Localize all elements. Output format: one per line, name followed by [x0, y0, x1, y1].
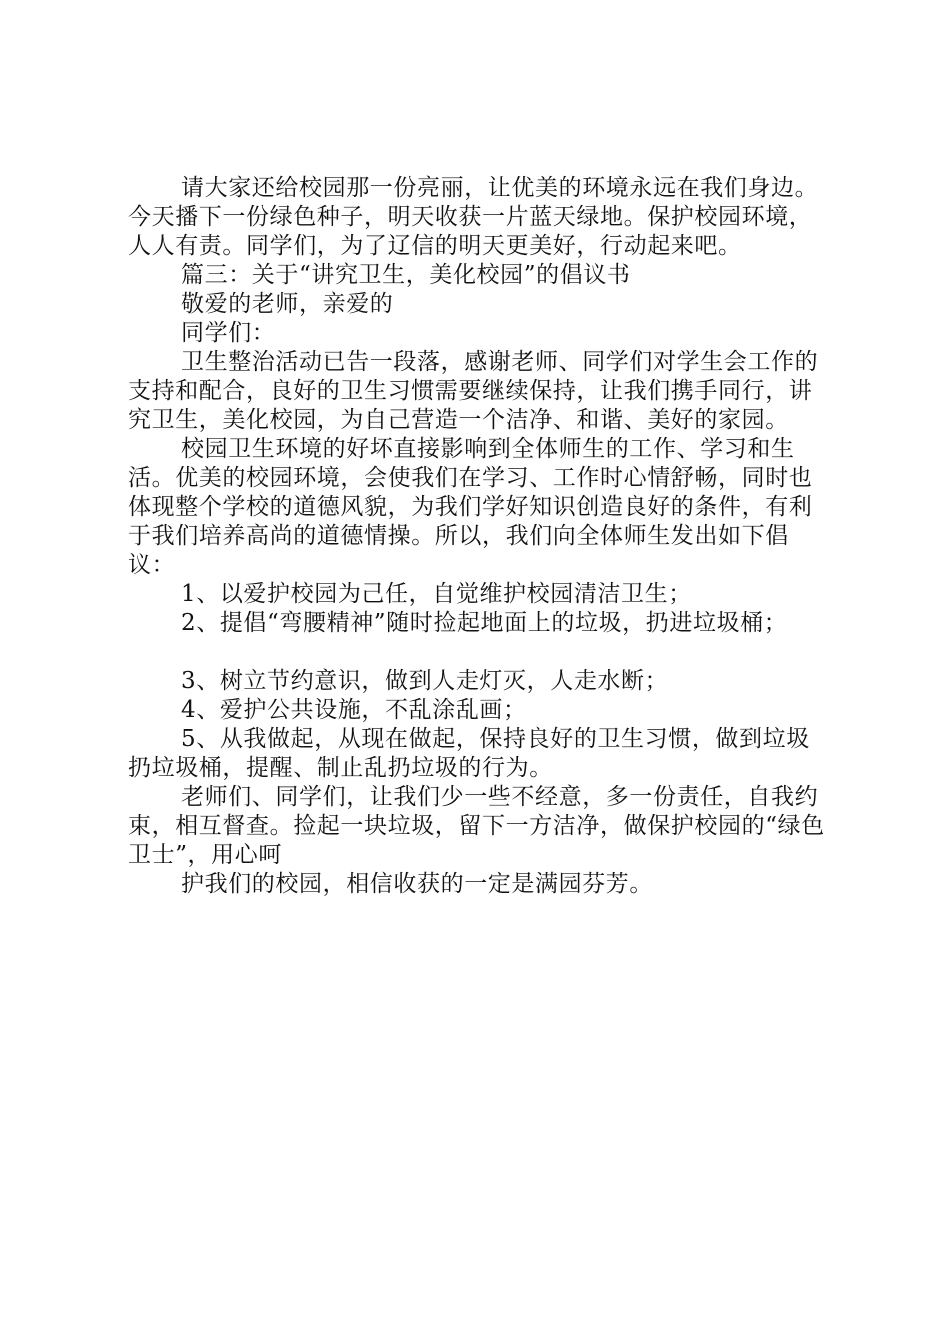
proposal-item-4: 4、爱护公共设施，不乱涂乱画；: [181, 697, 527, 723]
proposal-item-1: 1、以爱护校园为己任，自觉维护校园清洁卫生；: [181, 581, 692, 607]
paragraph-intro: 卫生整治活动已告一段落，感谢老师、同学们对学生会工作的支持和配合，良好的卫生习惯需要继续保持，让我们携手同行，讲究卫生，美化校园，为自己营造一个洁净、和谐、美好的家园。: [128, 349, 819, 433]
paragraph-environment: 校园卫生环境的好坏直接影响到全体师生的工作、学习和生活。优美的校园环境，会使我们在学习、工作时心情舒畅，同时也体现整个学校的道德风貌，为我们学好知识创造良好的条件，有利于我们培养高尚的道德情操。所以，我们向全体师生发出如下倡议：: [128, 436, 813, 578]
proposal-item-5: 5、从我做起，从现在做起，保持良好的卫生习惯，做到垃圾扔垃圾桶，提醒、制止乱扔垃圾的行为。: [128, 726, 810, 781]
document-body: [128, 174, 828, 899]
salutation-line-2: 同学们：: [181, 320, 276, 346]
paragraph-conclusion: 老师们、同学们，让我们少一些不经意，多一份责任，自我约束，相互督查。捡起一块垃圾，留下一方洁净，做保护校园的“绿色卫士”，用心呵: [128, 784, 825, 868]
paragraph-closing-appeal: 请大家还给校园那一份亮丽，让优美的环境永远在我们身边。今天播下一份绿色种子，明天收获一片蓝天绿地。保护校园环境，人人有责。同学们，为了辽信的明天更美好，行动起来吧。: [128, 175, 819, 259]
paragraph-final-line: 护我们的校园，相信收获的一定是满园芬芳。: [181, 871, 653, 897]
section-title: 篇三：关于“讲究卫生，美化校园”的倡议书: [181, 262, 631, 288]
proposal-item-2: 2、提倡“弯腰精神”随时捡起地面上的垃圾，扔进垃圾桶；: [181, 610, 788, 636]
blank-line: [128, 638, 828, 667]
proposal-item-3: 3、树立节约意识，做到人走灯灭，人走水断；: [181, 668, 669, 694]
salutation-line-1: 敬爱的老师，亲爱的: [181, 291, 394, 317]
